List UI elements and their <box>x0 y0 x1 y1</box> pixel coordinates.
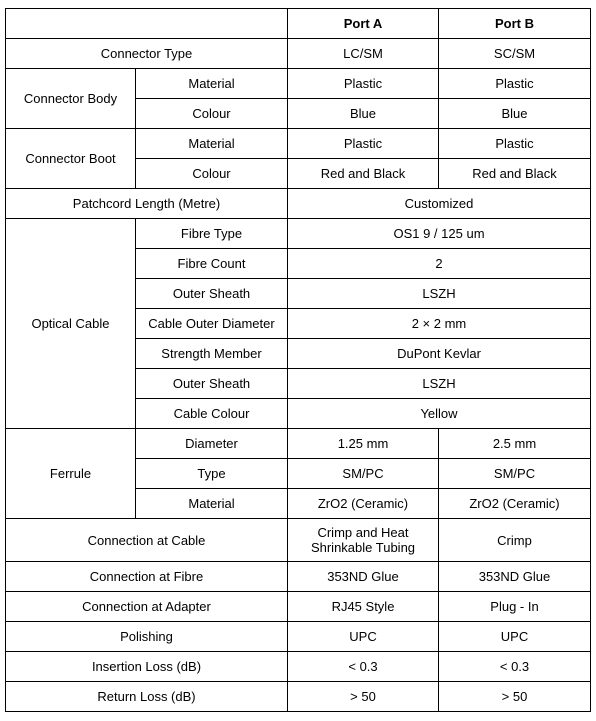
header-row <box>6 9 591 39</box>
ferrule-type-label: Type <box>136 459 288 489</box>
port-a-header: Port A <box>288 9 439 39</box>
connector-boot-label: Connector Boot <box>6 129 136 189</box>
table-row <box>6 129 591 159</box>
connection-at-cable-port-a-line1: Crimp and Heat <box>317 525 409 540</box>
cable-outer-diameter-label: Cable Outer Diameter <box>136 309 288 339</box>
insertion-loss-label: Insertion Loss (dB) <box>6 652 288 682</box>
connector-body-label: Connector Body <box>6 69 136 129</box>
table-row <box>6 592 591 622</box>
connector-body-colour-port-b: Blue <box>439 99 591 129</box>
fibre-count-label: Fibre Count <box>136 249 288 279</box>
insertion-loss-port-b: < 0.3 <box>439 652 591 682</box>
connector-type-label: Connector Type <box>6 39 288 69</box>
ferrule-material-port-b: ZrO2 (Ceramic) <box>439 489 591 519</box>
connection-at-adapter-port-b: Plug - In <box>439 592 591 622</box>
connector-boot-colour-label: Colour <box>136 159 288 189</box>
connector-body-material-port-b: Plastic <box>439 69 591 99</box>
connection-at-adapter-label: Connection at Adapter <box>6 592 288 622</box>
polishing-port-b: UPC <box>439 622 591 652</box>
table-row <box>6 622 591 652</box>
cable-outer-diameter-value: 2 × 2 mm <box>288 309 591 339</box>
cable-colour-value: Yellow <box>288 399 591 429</box>
ferrule-material-port-a: ZrO2 (Ceramic) <box>288 489 439 519</box>
connector-type-port-a: LC/SM <box>288 39 439 69</box>
connector-body-material-label: Material <box>136 69 288 99</box>
return-loss-port-a: > 50 <box>288 682 439 712</box>
specification-table <box>5 8 591 712</box>
connector-boot-colour-port-a: Red and Black <box>288 159 439 189</box>
outer-sheath-2-label: Outer Sheath <box>136 369 288 399</box>
connection-at-cable-port-a-line2: Shrinkable Tubing <box>310 540 416 555</box>
ferrule-label: Ferrule <box>6 429 136 519</box>
connector-boot-material-port-a: Plastic <box>288 129 439 159</box>
port-b-header: Port B <box>439 9 591 39</box>
table-row <box>6 429 591 459</box>
strength-member-value: DuPont Kevlar <box>288 339 591 369</box>
polishing-label: Polishing <box>6 622 288 652</box>
ferrule-diameter-label: Diameter <box>136 429 288 459</box>
header-blank-cell <box>6 9 288 39</box>
ferrule-type-port-b: SM/PC <box>439 459 591 489</box>
polishing-port-a: UPC <box>288 622 439 652</box>
outer-sheath-2-value: LSZH <box>288 369 591 399</box>
connector-boot-material-port-b: Plastic <box>439 129 591 159</box>
return-loss-label: Return Loss (dB) <box>6 682 288 712</box>
outer-sheath-label: Outer Sheath <box>136 279 288 309</box>
ferrule-type-port-a: SM/PC <box>288 459 439 489</box>
optical-cable-label: Optical Cable <box>6 219 136 429</box>
connection-at-fibre-port-b: 353ND Glue <box>439 562 591 592</box>
connection-at-fibre-label: Connection at Fibre <box>6 562 288 592</box>
table-row <box>6 39 591 69</box>
table-row <box>6 519 591 562</box>
fibre-type-label: Fibre Type <box>136 219 288 249</box>
connector-boot-colour-port-b: Red and Black <box>439 159 591 189</box>
connection-at-cable-port-a <box>288 519 439 562</box>
return-loss-port-b: > 50 <box>439 682 591 712</box>
connector-body-material-port-a: Plastic <box>288 69 439 99</box>
ferrule-material-label: Material <box>136 489 288 519</box>
connection-at-adapter-port-a: RJ45 Style <box>288 592 439 622</box>
fibre-count-value: 2 <box>288 249 591 279</box>
table-row <box>6 652 591 682</box>
table-row <box>6 69 591 99</box>
table-row <box>6 219 591 249</box>
strength-member-label: Strength Member <box>136 339 288 369</box>
connection-at-fibre-port-a: 353ND Glue <box>288 562 439 592</box>
connection-at-cable-label: Connection at Cable <box>6 519 288 562</box>
ferrule-diameter-port-b: 2.5 mm <box>439 429 591 459</box>
table-row <box>6 562 591 592</box>
patchcord-length-label: Patchcord Length (Metre) <box>6 189 288 219</box>
cable-colour-label: Cable Colour <box>136 399 288 429</box>
table-row <box>6 682 591 712</box>
connection-at-cable-port-b: Crimp <box>439 519 591 562</box>
insertion-loss-port-a: < 0.3 <box>288 652 439 682</box>
connector-type-port-b: SC/SM <box>439 39 591 69</box>
ferrule-diameter-port-a: 1.25 mm <box>288 429 439 459</box>
connector-boot-material-label: Material <box>136 129 288 159</box>
connector-body-colour-label: Colour <box>136 99 288 129</box>
patchcord-length-value: Customized <box>288 189 591 219</box>
outer-sheath-value: LSZH <box>288 279 591 309</box>
table-row <box>6 189 591 219</box>
fibre-type-value: OS1 9 / 125 um <box>288 219 591 249</box>
connector-body-colour-port-a: Blue <box>288 99 439 129</box>
